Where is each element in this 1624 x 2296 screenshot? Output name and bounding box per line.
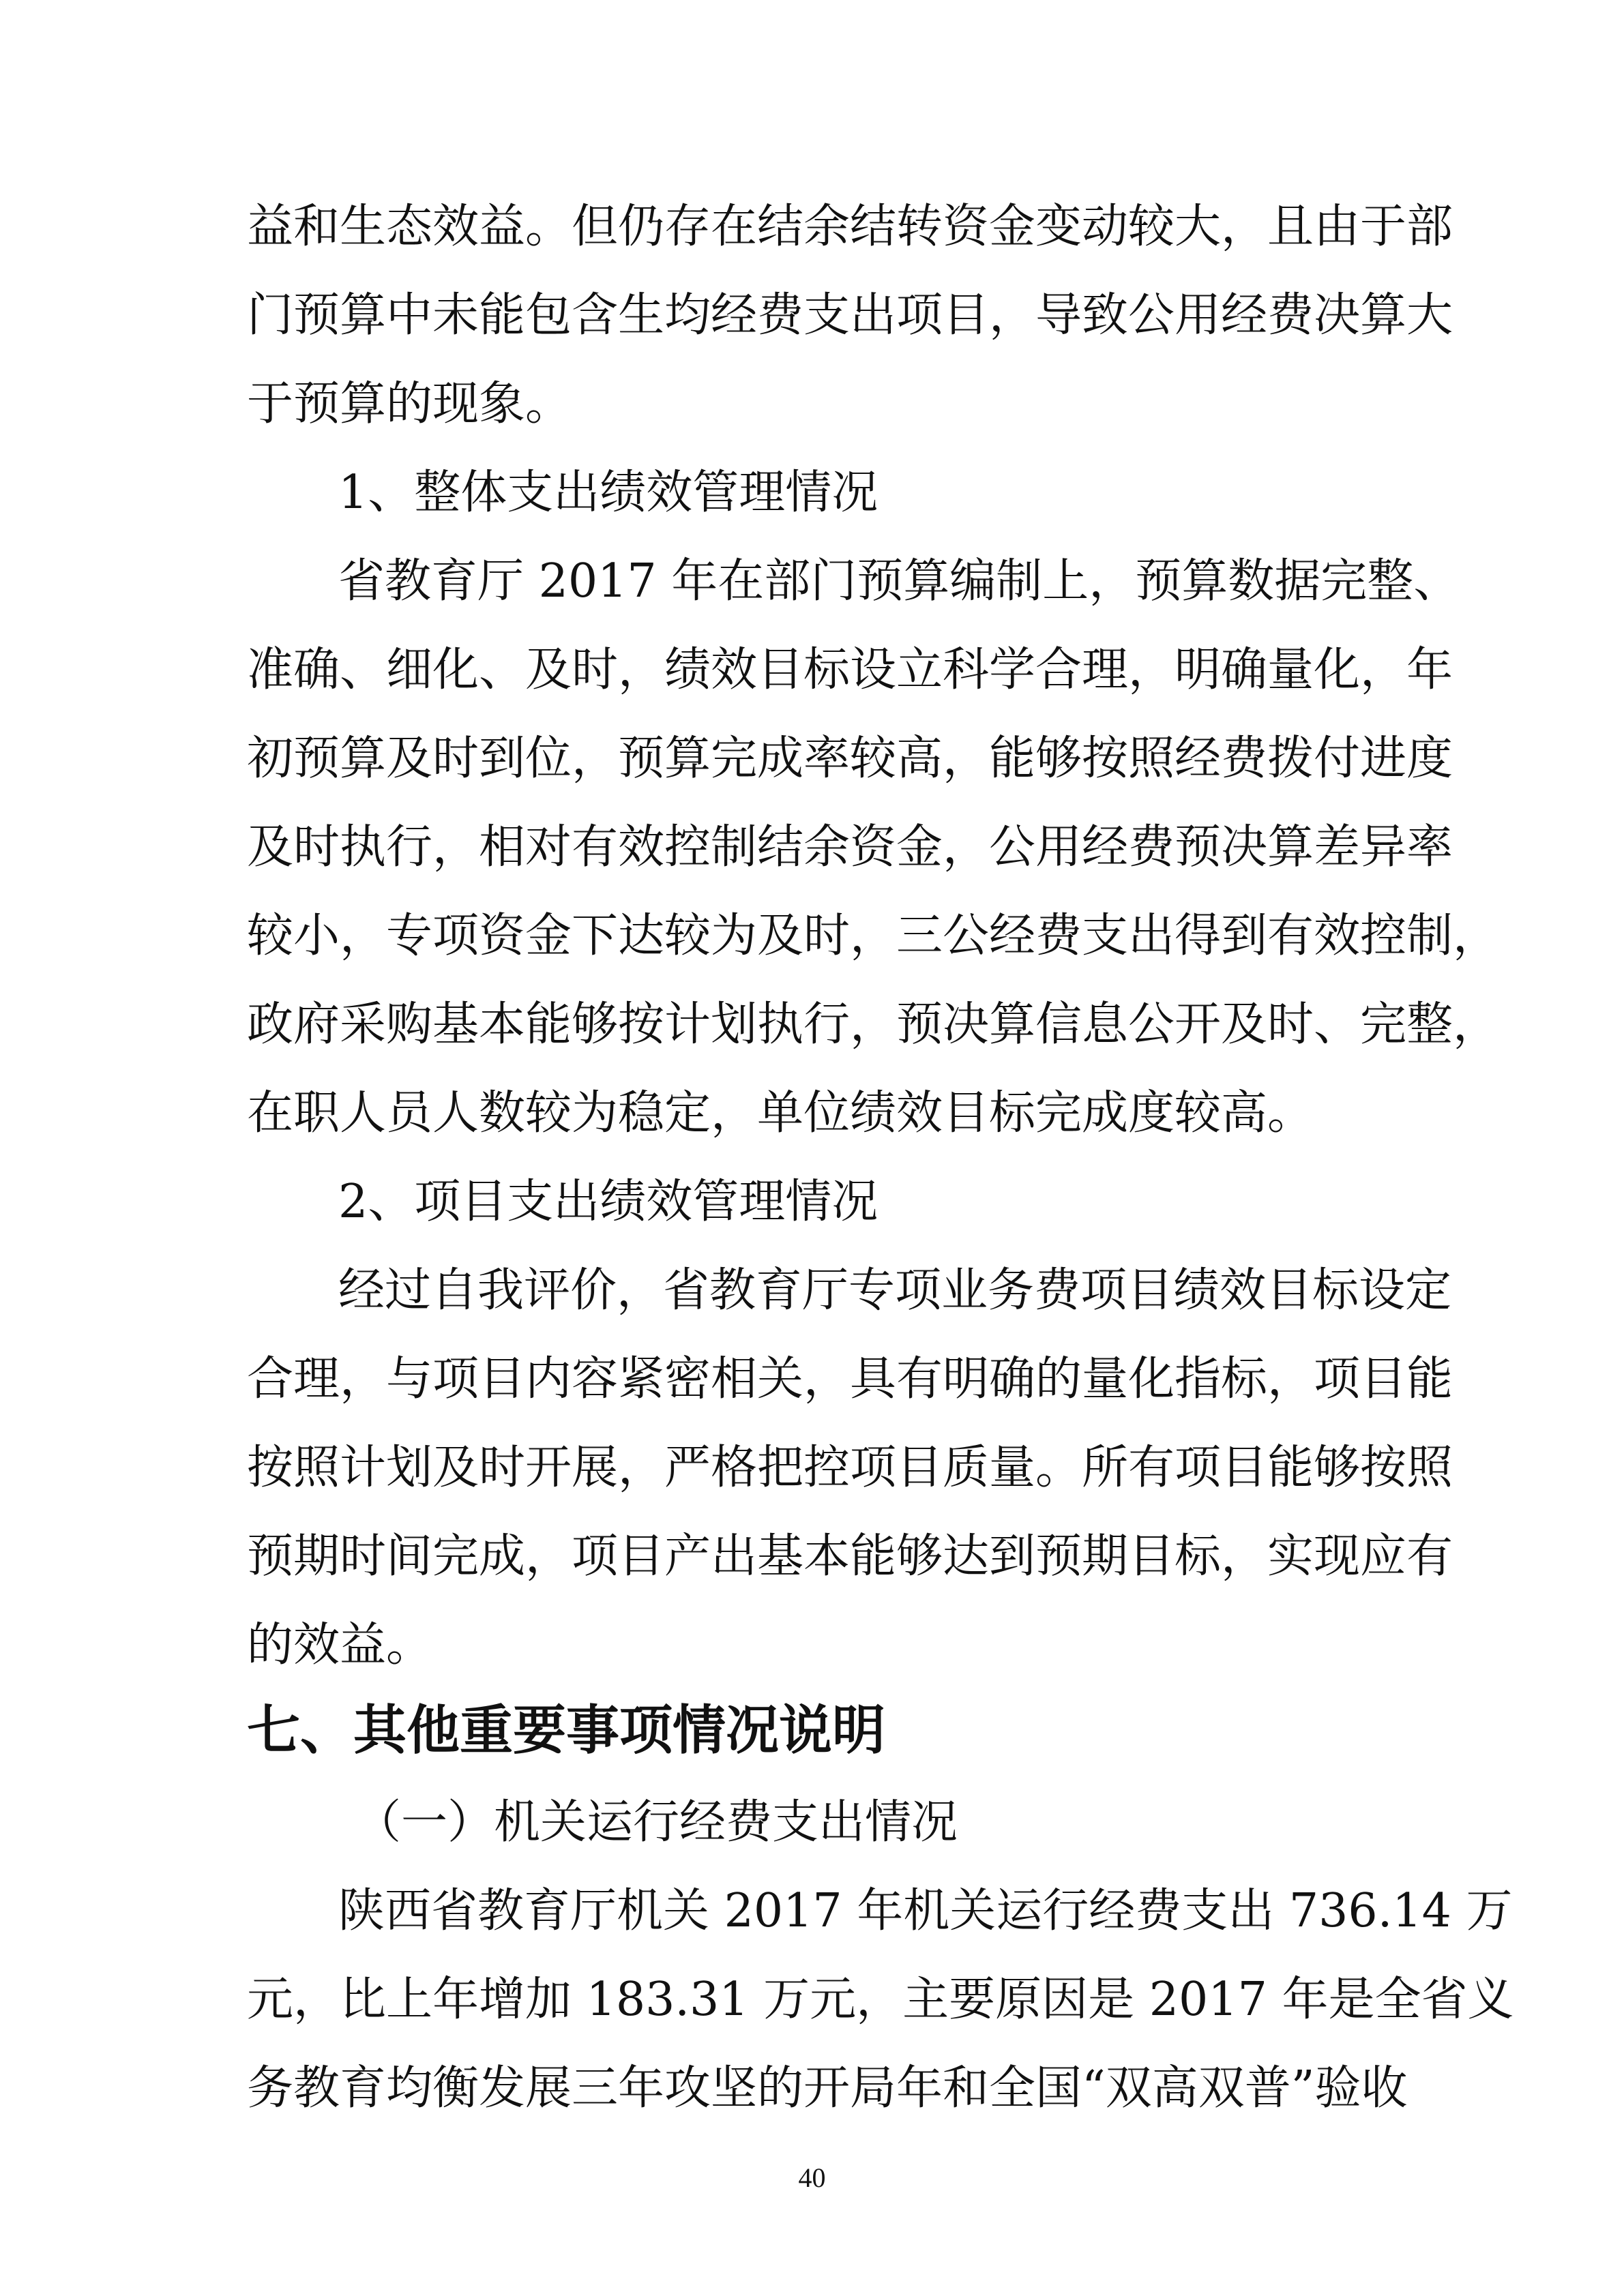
body-text-line: 省教育厅 2017 年在部门预算编制上，预算数据完整、	[338, 554, 1460, 608]
body-text-line: 益和生态效益。但仍存在结余结转资金变动较大，且由于部	[247, 200, 1453, 254]
body-text-line: 元，比上年增加 183.31 万元，主要原因是 2017 年是全省义	[247, 1973, 1514, 2027]
body-text-line: 于预算的现象。	[247, 377, 572, 431]
chapter-heading: 七、其他重要事项情况说明	[247, 1700, 886, 1761]
body-text-line: 陕西省教育厅机关 2017 年机关运行经费支出 736.14 万	[338, 1884, 1513, 1938]
body-text-line: 预期时间完成，项目产出基本能够达到预期目标，实现应有	[247, 1530, 1453, 1583]
body-text-line: 较小，专项资金下达较为及时，三公经费支出得到有效控制，	[247, 909, 1500, 963]
page-number: 40	[798, 2162, 826, 2193]
body-text-line: 政府采购基本能够按计划执行，预决算信息公开及时、完整，	[247, 998, 1500, 1052]
body-text-line: 在职人员人数较为稳定，单位绩效目标完成度较高。	[247, 1086, 1314, 1140]
body-text-line: 按照计划及时开展，严格把控项目质量。所有项目能够按照	[247, 1441, 1453, 1495]
body-text-line: 准确、细化、及时，绩效目标设立科学合理，明确量化，年	[247, 643, 1453, 697]
section-heading: 2、项目支出绩效管理情况	[338, 1175, 879, 1229]
section-heading: 1、整体支出绩效管理情况	[338, 466, 879, 520]
body-text-line: 初预算及时到位，预算完成率较高，能够按照经费拨付进度	[247, 732, 1453, 786]
subsection-heading: （一）机关运行经费支出情况	[355, 1795, 958, 1849]
body-text-line: 合理，与项目内容紧密相关，具有明确的量化指标，项目能	[247, 1352, 1453, 1406]
body-text-line: 及时执行，相对有效控制结余资金，公用经费预决算差异率	[247, 820, 1453, 874]
body-text-line: 经过自我评价，省教育厅专项业务费项目绩效目标设定	[338, 1264, 1452, 1317]
body-text-line: 务教育均衡发展三年攻坚的开局年和全国“双高双普”验收	[247, 2061, 1408, 2115]
body-text-line: 门预算中未能包含生均经费支出项目，导致公用经费决算大	[247, 288, 1453, 342]
body-text-line: 的效益。	[247, 1618, 433, 1672]
